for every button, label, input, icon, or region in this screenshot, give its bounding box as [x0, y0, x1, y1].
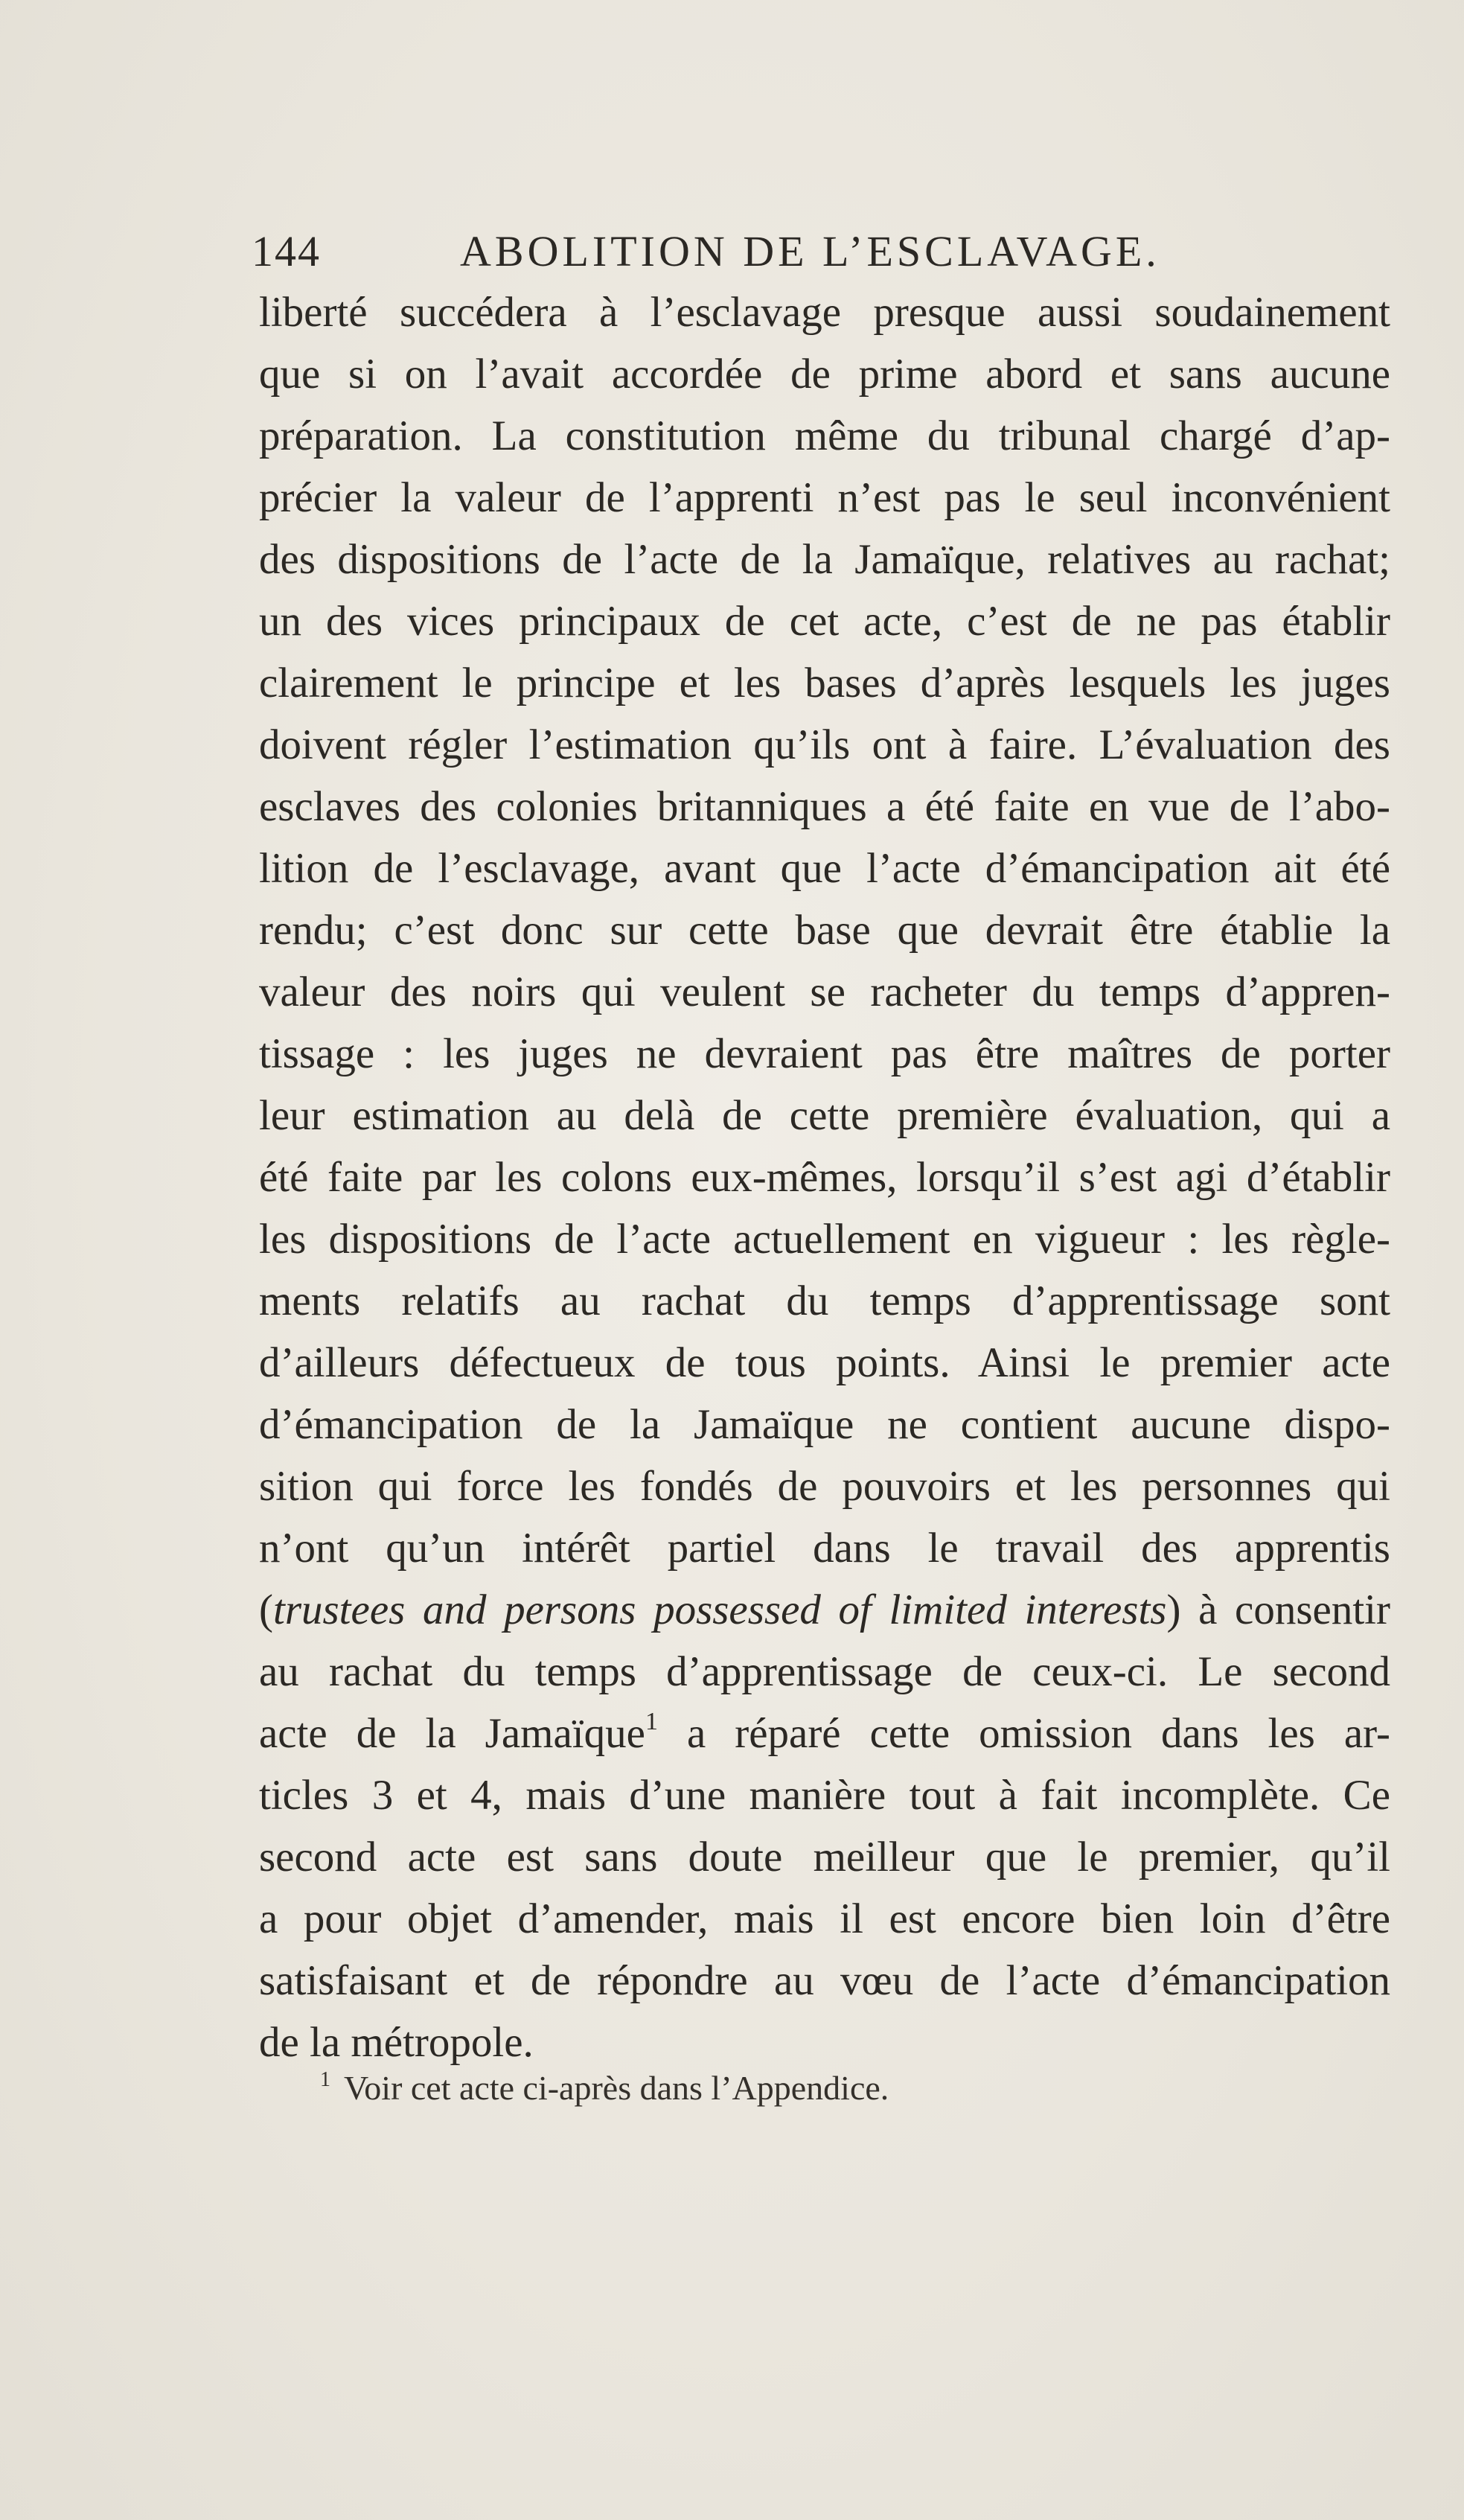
text-line: sition qui force les fondés de pouvoirs et les personnes qui: [259, 1463, 1390, 1510]
text-line: doivent régler l’estimation qu’ils ont à faire. L’évaluation des: [259, 721, 1390, 768]
text-line: lition de l’esclavage, avant que l’acte d’émancipation ait été: [259, 845, 1390, 892]
text-line-with-footnote-ref: [259, 1703, 1390, 1764]
footnote-marker: 1: [320, 2068, 330, 2091]
running-title: ABOLITION DE L’ESCLAVAGE.: [460, 227, 1160, 275]
text-line: précier la valeur de l’apprenti n’est pas le seul inconvénient: [259, 474, 1390, 521]
text-line: rendu; c’est donc sur cette base que devrait être établie la: [259, 907, 1390, 954]
italic-english-phrase: trustees and persons possessed of limited interests: [272, 1586, 1167, 1633]
text-line: d’ailleurs défectueux de tous points. Ainsi le premier acte: [259, 1339, 1390, 1386]
line-continuation: a réparé cette omission dans les ar-: [657, 1710, 1390, 1757]
text-line: un des vices principaux de cet acte, c’est de ne pas établir: [259, 598, 1390, 645]
footnote-text: Voir cet acte ci-après dans l’Appendice.: [344, 2069, 889, 2107]
text-line: liberté succédera à l’esclavage presque aussi soudainement: [259, 289, 1390, 336]
text-line: d’émancipation de la Jamaïque ne contient aucune dispo-: [259, 1401, 1390, 1448]
body-text: [259, 281, 1390, 2073]
page-number: 144: [252, 227, 321, 275]
paragraph-last-line: de la métropole.: [259, 2019, 534, 2066]
text-line: valeur des noirs qui veulent se racheter du temps d’appren-: [259, 969, 1390, 1015]
text-line: tissage : les juges ne devraient pas être maîtres de porter: [259, 1030, 1390, 1077]
line-start: acte de la Jamaïque: [259, 1710, 645, 1757]
line-continuation: ) à consentir: [1166, 1586, 1390, 1633]
text-line: que si on l’avait accordée de prime abord et sans aucune: [259, 351, 1390, 398]
text-line-italic-phrase: [259, 1579, 1390, 1641]
text-line: a pour objet d’amender, mais il est encore bien loin d’être: [259, 1895, 1390, 1942]
text-line: au rachat du temps d’apprentissage de ceux-ci. Le second: [259, 1648, 1390, 1695]
text-line: esclaves des colonies britanniques a été faite en vue de l’abo-: [259, 783, 1390, 830]
text-line: n’ont qu’un intérêt partiel dans le travail des apprentis: [259, 1525, 1390, 1572]
open-paren: (: [259, 1586, 273, 1633]
text-line: leur estimation au delà de cette première évaluation, qui a: [259, 1092, 1390, 1139]
text-line: les dispositions de l’acte actuellement en vigueur : les règle-: [259, 1216, 1390, 1263]
footnote: [320, 2066, 889, 2111]
text-line: été faite par les colons eux-mêmes, lorsqu’il s’est agi d’établir: [259, 1154, 1390, 1201]
footnote-reference: 1: [645, 1708, 658, 1735]
text-line: ticles 3 et 4, mais d’une manière tout à fait incomplète. Ce: [259, 1772, 1390, 1819]
text-line: second acte est sans doute meilleur que le premier, qu’il: [259, 1834, 1390, 1881]
text-line: ments relatifs au rachat du temps d’apprentissage sont: [259, 1277, 1390, 1324]
text-line: des dispositions de l’acte de la Jamaïque, relatives au rachat;: [259, 536, 1390, 583]
page-header: [252, 226, 1160, 278]
text-line: satisfaisant et de répondre au vœu de l’acte d’émancipation: [259, 1957, 1390, 2004]
text-line: clairement le principe et les bases d’après lesquels les juges: [259, 660, 1390, 706]
text-line: préparation. La constitution même du tribunal chargé d’ap-: [259, 412, 1390, 459]
